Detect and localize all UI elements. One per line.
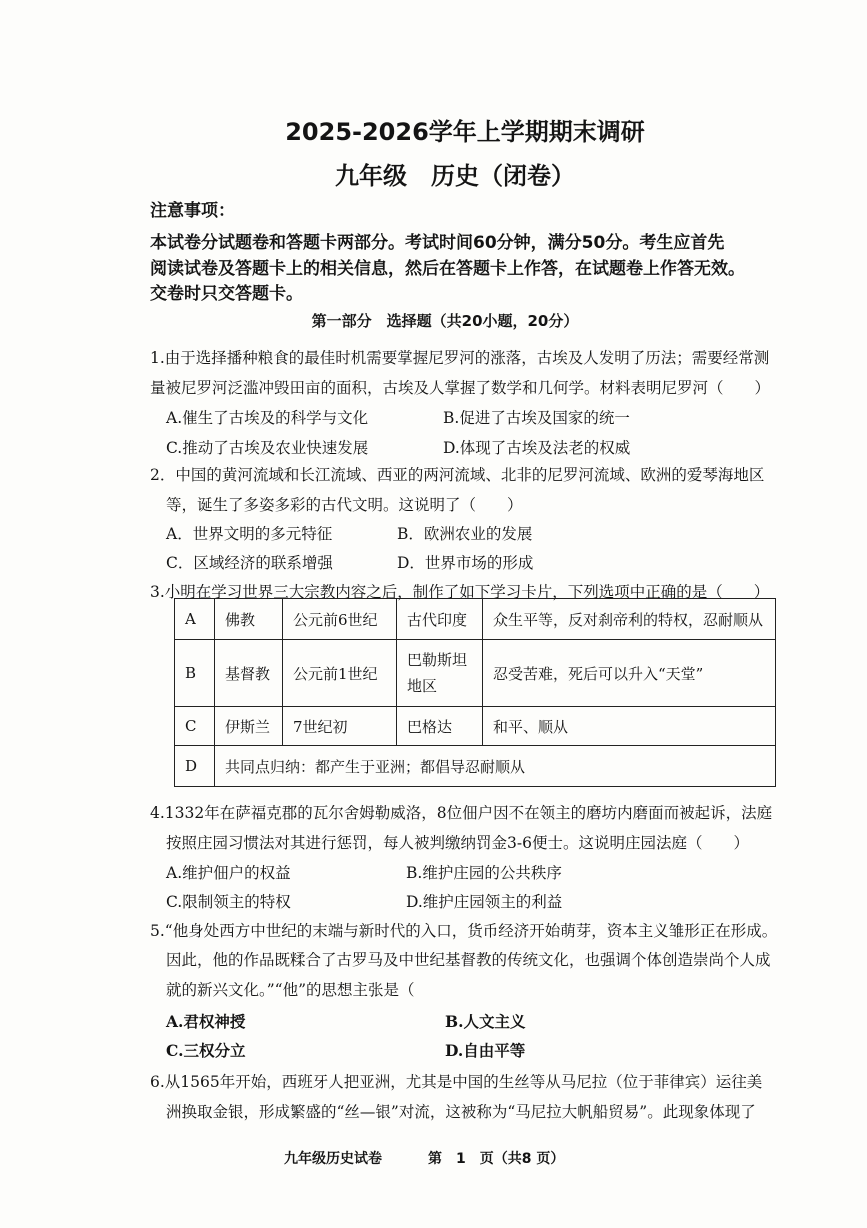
question-6-line: 6.从1565年开始，西班牙人把亚洲，尤其是中国的生丝等从马尼拉（位于菲律宾）运往美 (150, 1073, 763, 1091)
question-1-line: 1.由于选择播种粮食的最佳时机需要掌握尼罗河的涨落，古埃及人发明了历法；需要经常测 (150, 349, 770, 367)
table-cell: 巴勒斯坦地区 (397, 640, 483, 707)
table-cell: A (175, 599, 215, 640)
question-5-option-d: D.自由平等 (445, 1041, 526, 1060)
table-cell: 伊斯兰 (215, 707, 283, 746)
table-cell: C (175, 707, 215, 746)
question-4-option-b: B.维护庄园的公共秩序 (406, 864, 562, 882)
question-2-line: 2．中国的黄河流域和长江流域、西亚的两河流域、北非的尼罗河流域、欧洲的爱琴海地区 (150, 466, 765, 484)
table-cell: 忍受苦难，死后可以升入“天堂” (483, 640, 776, 707)
question-2-option-b: B．欧洲农业的发展 (397, 525, 533, 543)
question-1-line: 量被尼罗河泛滥冲毁田亩的面积，古埃及人掌握了数学和几何学。材料表明尼罗河（ ） (150, 379, 771, 397)
question-1-option-b: B.促进了古埃及国家的统一 (443, 409, 630, 427)
question-1-option-c: C.推动了古埃及农业快速发展 (166, 439, 369, 457)
question-5-line: 因此，他的作品既糅合了古罗马及中世纪基督教的传统文化，也强调个体创造崇尚个人成 (166, 951, 771, 969)
notice-line: 交卷时只交答题卡。 (150, 284, 303, 304)
table-cell: 公元前6世纪 (283, 599, 397, 640)
table-cell: B (175, 640, 215, 707)
table-cell: 基督教 (215, 640, 283, 707)
table-cell: D (175, 746, 215, 787)
table-cell: 众生平等，反对刹帝利的特权，忍耐顺从 (483, 599, 776, 640)
table-row (175, 599, 776, 640)
page-number: 第 1 页（共8 页） (428, 1151, 565, 1167)
table-cell: 公元前1世纪 (283, 640, 397, 707)
question-4-line: 4.1332年在萨福克郡的瓦尔舍姆勒威洛，8位佃户因不在领主的磨坊内磨面而被起诉，法庭 (150, 804, 773, 822)
question-6-line: 洲换取金银，形成繁盛的“丝—银”对流，这被称为“马尼拉大帆船贸易”。此现象体现了 (166, 1103, 756, 1121)
question-5-option-b: B.人文主义 (445, 1012, 526, 1031)
question-5-line: 5.“他身处西方中世纪的末端与新时代的入口，货币经济开始萌芽，资本主义雏形正在形成。 (150, 922, 778, 940)
table-cell: 古代印度 (397, 599, 483, 640)
question-2-option-d: D．世界市场的形成 (397, 554, 534, 572)
footer-title: 九年级历史试卷 (284, 1151, 382, 1167)
question-2-line: 等，诞生了多姿多彩的古代文明。这说明了（ ） (166, 496, 523, 514)
table-cell: 7世纪初 (283, 707, 397, 746)
notice-line: 本试卷分试题卷和答题卡两部分。考试时间60分钟，满分50分。考生应首先 (150, 233, 725, 253)
question-1-option-a: A.催生了古埃及的科学与文化 (166, 409, 369, 427)
question-5-line: 就的新兴文化。”“他”的思想主张是（ (166, 981, 415, 999)
table-cell: 佛教 (215, 599, 283, 640)
exam-title: 2025-2026学年上学期期末调研 (285, 118, 645, 146)
question-4-line: 按照庄园习惯法对其进行惩罚，每人被判缴纳罚金3-6便士。这说明庄园法庭（ ） (166, 834, 749, 852)
question-5-option-c: C.三权分立 (166, 1041, 246, 1060)
table-cell: 巴格达 (397, 707, 483, 746)
question-5-option-a: A.君权神授 (166, 1012, 246, 1031)
table-row (175, 707, 776, 746)
notice-line: 阅读试卷及答题卡上的相关信息，然后在答题卡上作答，在试题卷上作答无效。 (150, 259, 745, 279)
table-cell: 共同点归纳：都产生于亚洲；都倡导忍耐顺从 (215, 746, 776, 787)
question-4-option-d: D.维护庄园领主的利益 (406, 893, 563, 911)
question-3-line: 3.小明在学习世界三大宗教内容之后，制作了如下学习卡片，下列选项中正确的是（ ） (150, 583, 770, 601)
table-row (175, 746, 776, 787)
question-2-option-c: C．区域经济的联系增强 (166, 554, 333, 572)
question-2-option-a: A．世界文明的多元特征 (166, 525, 333, 543)
religion-table (174, 598, 776, 787)
question-4-option-c: C.限制领主的特权 (166, 893, 291, 911)
exam-subtitle: 九年级 历史（闭卷） (335, 162, 575, 190)
table-cell: 和平、顺从 (483, 707, 776, 746)
table-row (175, 640, 776, 707)
section-title: 第一部分 选择题（共20小题，20分） (311, 312, 579, 330)
question-4-option-a: A.维护佃户的权益 (166, 864, 291, 882)
notice-heading: 注意事项： (150, 201, 235, 221)
question-1-option-d: D.体现了古埃及法老的权威 (443, 439, 631, 457)
